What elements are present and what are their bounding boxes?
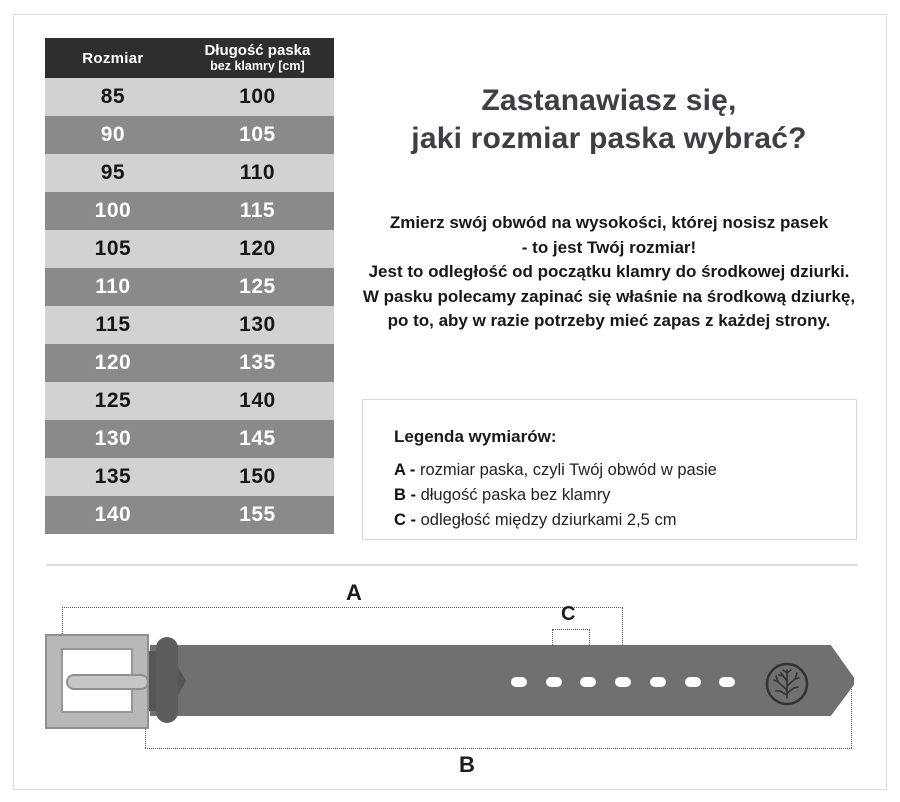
- belt-hole: [546, 677, 562, 687]
- size-table: [45, 38, 334, 534]
- table-cell: 115: [181, 192, 334, 230]
- header-dlugosc-line1: Długość paska: [204, 42, 311, 59]
- table-cell: 135: [45, 458, 181, 496]
- table-row: [45, 344, 334, 382]
- table-cell: 135: [181, 344, 334, 382]
- table-row: [45, 496, 334, 534]
- table-cell: 100: [181, 78, 334, 116]
- table-cell: 140: [45, 496, 181, 534]
- table-row: [45, 230, 334, 268]
- section-divider: [46, 564, 858, 566]
- legend-letter-b: B -: [394, 486, 416, 504]
- table-cell: 130: [45, 420, 181, 458]
- buckle-prong: [66, 674, 149, 690]
- table-cell: 105: [181, 116, 334, 154]
- table-row: [45, 458, 334, 496]
- belt-hole: [615, 677, 631, 687]
- table-cell: 95: [45, 154, 181, 192]
- legend-item-b: [394, 483, 836, 508]
- legend-box: [362, 399, 857, 540]
- table-row: [45, 420, 334, 458]
- table-cell: 140: [181, 382, 334, 420]
- table-cell: 120: [45, 344, 181, 382]
- table-cell: 105: [45, 230, 181, 268]
- table-row: [45, 78, 334, 116]
- table-row: [45, 268, 334, 306]
- belt-hole: [580, 677, 596, 687]
- legend-item-c: [394, 508, 836, 533]
- legend-text-b: długość paska bez klamry: [420, 486, 611, 504]
- header-rozmiar: Rozmiar: [45, 38, 181, 78]
- page-title-line2: jaki rozmiar paska wybrać?: [411, 122, 807, 155]
- header-dlugosc-line2: bez klamry [cm]: [210, 59, 305, 73]
- table-cell: 120: [181, 230, 334, 268]
- table-row: [45, 154, 334, 192]
- intro-line: W pasku polecamy zapinać się właśnie na środkową dziurkę,: [362, 286, 856, 306]
- table-cell: 85: [45, 78, 181, 116]
- legend-item-a: [394, 458, 836, 483]
- dim-b-label: B: [459, 752, 475, 777]
- table-cell: 130: [181, 306, 334, 344]
- header-dlugosc: [181, 38, 334, 78]
- table-cell: 90: [45, 116, 181, 154]
- dim-b-line: [145, 748, 852, 749]
- intro-paragraph: [352, 211, 866, 334]
- table-cell: 145: [181, 420, 334, 458]
- legend-letter-c: C -: [394, 511, 416, 529]
- legend-text-a: rozmiar paska, czyli Twój obwód w pasie: [419, 461, 717, 479]
- intro-line: - to jest Twój rozmiar!: [521, 237, 697, 257]
- belt-hole: [650, 677, 666, 687]
- legend-text-c: odległość między dziurkami 2,5 cm: [420, 511, 677, 529]
- dim-a-line: [62, 607, 623, 608]
- page-title-line1: Zastanawiasz się,: [481, 84, 737, 117]
- dim-b-right-tick: [851, 684, 852, 748]
- table-cell: 125: [181, 268, 334, 306]
- size-table-header: [45, 38, 334, 78]
- dim-c-line: [552, 629, 590, 630]
- table-cell: 110: [181, 154, 334, 192]
- dim-c-label: C: [561, 603, 576, 625]
- table-cell: 115: [45, 306, 181, 344]
- size-table-body: [45, 78, 334, 534]
- belt-hole: [685, 677, 701, 687]
- belt-hole: [719, 677, 735, 687]
- table-cell: 110: [45, 268, 181, 306]
- table-cell: 125: [45, 382, 181, 420]
- legend-letter-a: A -: [394, 461, 416, 479]
- belt-buckle: [45, 634, 149, 729]
- table-cell: 100: [45, 192, 181, 230]
- dim-a-label: A: [346, 580, 362, 605]
- table-row: [45, 192, 334, 230]
- tree-logo-icon: [763, 660, 811, 708]
- belt-hole: [511, 677, 527, 687]
- table-row: [45, 382, 334, 420]
- table-cell: 150: [181, 458, 334, 496]
- intro-line: Zmierz swój obwód na wysokości, której nosisz pasek: [389, 213, 829, 232]
- page-title: [360, 82, 858, 158]
- belt-strap: [150, 645, 815, 716]
- dim-a-left-tick: [62, 607, 63, 634]
- legend-title: Legenda wymiarów:: [394, 427, 557, 446]
- intro-line: po to, aby w razie potrzeby mieć zapas z każdej strony.: [387, 311, 831, 330]
- table-cell: 155: [181, 496, 334, 534]
- belt-loop: [156, 637, 178, 723]
- table-row: [45, 306, 334, 344]
- intro-line: Jest to odległość od początku klamry do środkowej dziurki.: [368, 262, 850, 281]
- dim-b-left-tick: [145, 729, 146, 748]
- table-row: [45, 116, 334, 154]
